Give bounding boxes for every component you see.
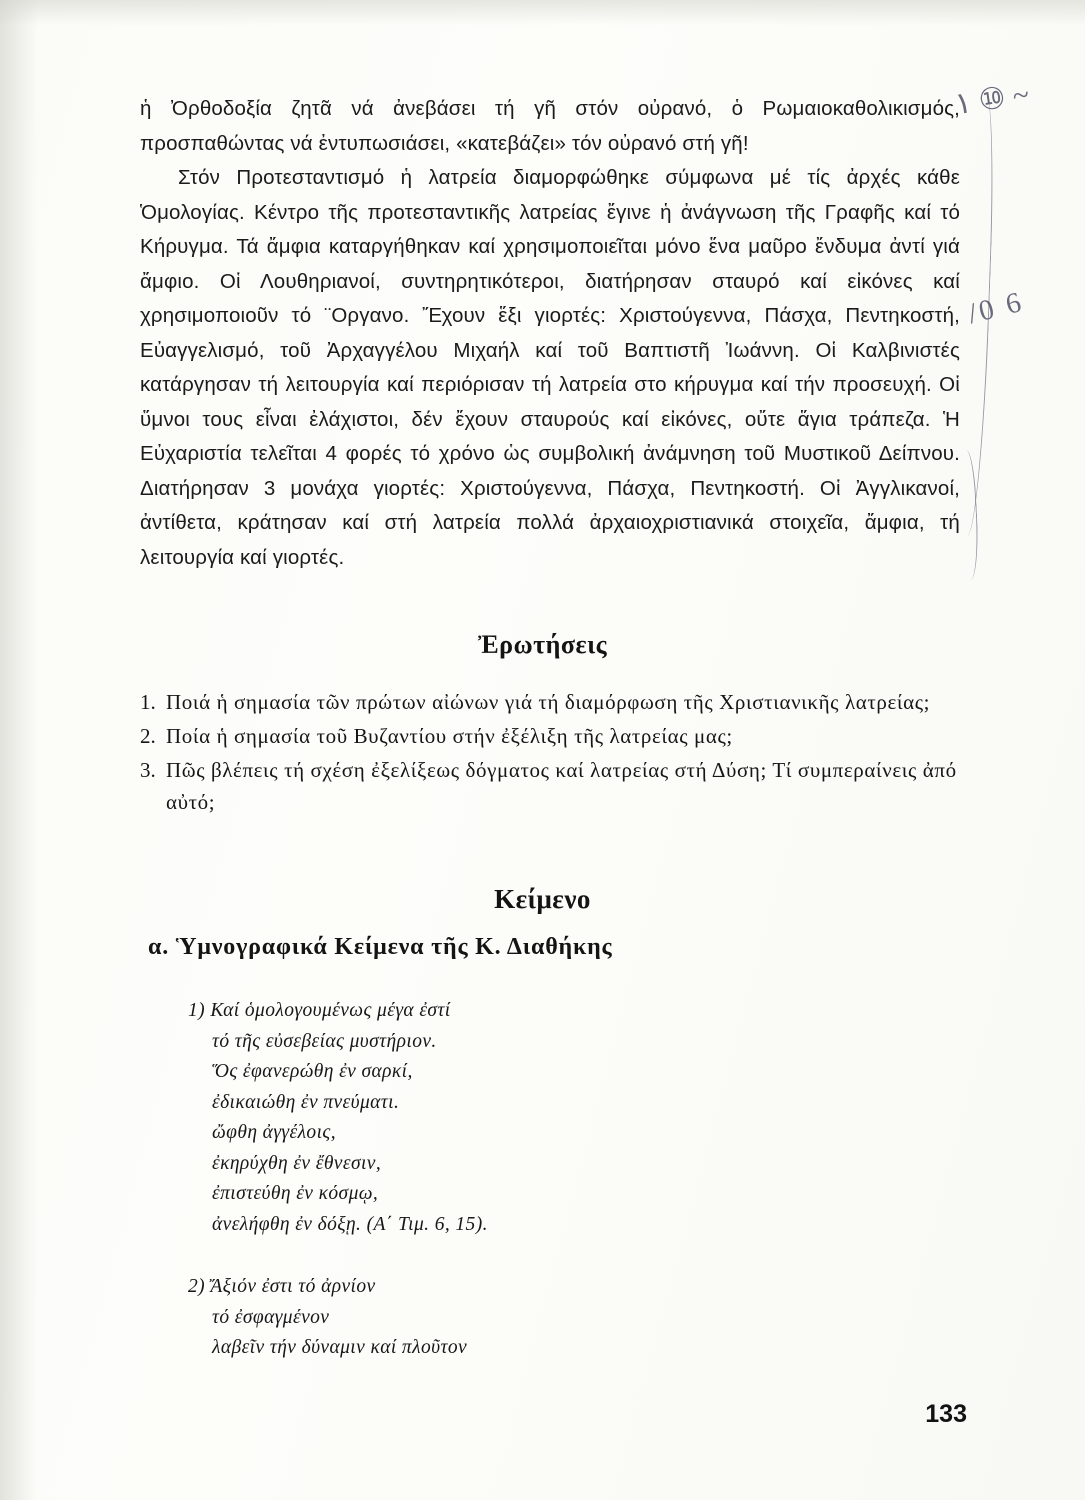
- hymn-line: τό ἐσφαγμένον: [212, 1306, 330, 1328]
- hymn-block-1: [188, 996, 488, 1240]
- margin-note-side: /0 6: [964, 285, 1028, 331]
- question-number: 3.: [140, 758, 156, 782]
- scan-edge-left: [0, 0, 38, 1500]
- paragraph-1: ἡ Ὀρθοδοξία ζητᾶ νά ἀνεβάσει τή γῆ στόν οὐρανό, ὁ Ρωμαιοκαθολικισμός, προσπαθώντας νά ἐντυπωσιάσει, «κατεβάζει» τόν οὐρανό στή γῆ!: [140, 97, 960, 155]
- list-item: [140, 720, 970, 752]
- questions-heading: Ἐρωτήσεις: [477, 630, 608, 659]
- list-item: [140, 686, 970, 718]
- paragraph-2: Στόν Προτεσταντισμό ἡ λατρεία διαμορφώθηκε σύμφωνα μέ τίς ἀρχές κάθε Ὁμολογίας. Κέντρο τῆς προτεσταντικῆς λατρείας ἔγινε ἡ ἀνάγνωση τῆς Γραφῆς καί τό Κήρυγμα. Τά ἄμφια καταργήθηκαν καί χρησιμοποιεῖται μόνο ἕνα μαῦρο ἔνδυμα ἀντί γιά ἄμφιο. Οἱ Λουθηριανοί, συντηρητικότεροι, διατήρησαν σταυρό καί εἰκόνες καί χρησιμοποιοῦν τό ¨Οργανο. Ἔχουν ἕξι γιορτές: Χριστούγεννα, Πάσχα, Πεντηκοστή, Εὐαγγελισμό, τοῦ Ἀρχαγγέλου Μιχαήλ καί τοῦ Βαπτιστῆ Ἰωάννη. Οἱ Καλβινιστές κατάργησαν τή λειτουργία καί περιόρισαν τή λατρεία στο κήρυγμα καί τήν προσευχή. Οἱ ὕμνοι τους εἶναι ἐλάχιστοι, δέν ἔχουν σταυρούς καί εἰκόνες, οὔτε ἅγια τράπεζα. Ἡ Εὐχαριστία τελεῖται 4 φορές τό χρόνο ὡς συμβολική ἀνάμνηση τοῦ Μυστικοῦ Δείπνου. Διατήρησαν 3 μονάχα γιορτές: Χριστούγεννα, Πάσχα, Πεντηκοστή. Οἱ Ἀγγλικανοί, ἀντίθετα, κράτησαν καί στή λατρεία πολλά ἀρχαιοχριστιανικά στοιχεῖα, ἄμφια, τή λειτουργία καί γιορτές.: [140, 166, 960, 569]
- scan-edge-top: [0, 0, 1085, 26]
- hymn-line-text: Ἄξιόν ἐστι τό ἀρνίον: [210, 1276, 376, 1297]
- question-number: 1.: [140, 690, 156, 714]
- question-number: 2.: [140, 724, 156, 748]
- hymn-line: λαβεῖν τήν δύναμιν καί πλοῦτον: [212, 1337, 468, 1358]
- hymn-line: ἀνελήφθη ἐν δόξῃ. (Α΄ Τιμ. 6, 15).: [212, 1213, 488, 1235]
- hymn-number: 1): [188, 1000, 206, 1021]
- text-section-subheading: α. Ὑμνογραφικά Κείμενα τῆς Κ. Διαθήκης: [148, 934, 613, 960]
- question-text: Ποιά ἡ σημασία τῶν πρώτων αἰώνων γιά τή διαμόρφωση τῆς Χριστιανικῆς λατρείας;: [166, 690, 931, 714]
- main-body-text: [140, 92, 960, 575]
- hymn-line: ἐπιστεύθη ἐν κόσμῳ,: [212, 1183, 379, 1204]
- list-item: [140, 754, 970, 818]
- hymn-block-2: [188, 1272, 467, 1364]
- hymn-line: ὤφθη ἀγγέλοις,: [212, 1122, 336, 1143]
- page-number: 133: [925, 1400, 967, 1428]
- hymn-line: ἐδικαιώθη ἐν πνεύματι.: [212, 1091, 400, 1113]
- question-text: Πῶς βλέπεις τή σχέση ἐξελίξεως δόγματος καί λατρείας στή Δύση; Τί συμπεραίνεις ἀπό αὐτό;: [166, 758, 957, 814]
- hymn-line: ἐκηρύχθη ἐν ἔθνεσιν,: [212, 1152, 382, 1174]
- hymn-number: 2): [188, 1276, 206, 1297]
- questions-list: [140, 686, 970, 820]
- hymn-line-text: Καί ὁμολογουμένως μέγα ἐστί: [210, 1000, 451, 1021]
- hymn-line: [188, 996, 488, 1027]
- margin-note-top: ۱ ⑩ ~: [953, 77, 1032, 122]
- hymn-line: τό τῆς εὐσεβείας μυστήριον.: [212, 1030, 437, 1052]
- hymn-line: [188, 1272, 467, 1303]
- hymn-line: Ὅς ἐφανερώθη ἐν σαρκί,: [212, 1061, 413, 1082]
- question-text: Ποία ἡ σημασία τοῦ Βυζαντίου στήν ἐξέλιξη τῆς λατρείας μας;: [166, 724, 733, 748]
- text-section-heading: Κείμενο: [494, 884, 591, 914]
